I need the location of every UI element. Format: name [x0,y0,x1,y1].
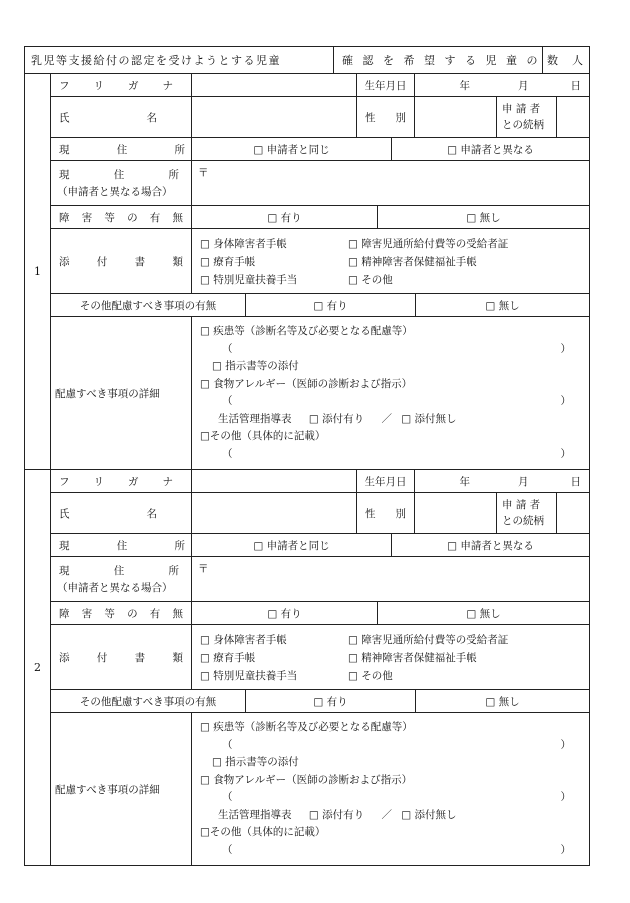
attach-yes-checkbox[interactable]: □ 添付有り [308,808,365,821]
label-char: 添 [59,255,70,268]
other-consider-label: その他配慮すべき事項の有無 [51,294,246,316]
gender-label [357,97,415,137]
header-title: 乳児等支援給付の認定を受けようとする児童 [25,47,334,73]
allergy-detail-input[interactable]: （ ） [222,395,571,407]
other-checkbox[interactable]: □その他（具体的に記載） [200,430,326,442]
address-alt-label: 現 住 所 （申請者と異なる場合） [51,161,192,205]
attached-doc-checkbox[interactable]: □ 障害児通所給付費等の受給者証 [348,237,509,250]
label-char: 性 [365,111,376,124]
postal-mark: 〒 [198,167,209,179]
disability-yes-checkbox[interactable]: □ 有り [192,602,378,624]
name-input[interactable] [192,97,357,137]
name-label [51,493,192,533]
name-label [51,97,192,137]
label-char: 等 [104,607,115,620]
name-input[interactable] [192,493,357,533]
relation-input[interactable] [557,97,589,137]
label-char: 現 [59,169,70,181]
label-char: 氏 [59,507,70,520]
attached-doc-checkbox[interactable]: □ その他 [348,669,393,682]
label-char: 性 [365,507,376,520]
count-unit: 人 [572,54,583,67]
other-consider-yes-checkbox[interactable]: □ 有り [246,690,416,712]
label-char: ナ [162,475,173,488]
label-char: 付 [96,651,108,664]
label-char: 名 [146,507,157,520]
child-number: 1 [25,74,51,469]
child-count-field[interactable] [543,47,589,73]
detail-section [192,317,589,469]
label-char: ガ [128,79,139,92]
furigana-label [51,470,192,492]
label-char: リ [93,475,104,488]
label-char: 住 [113,169,125,181]
label-char: 住 [116,143,128,156]
disability-label [51,206,192,228]
birth-date-input[interactable]: 年 月 日 [459,475,581,488]
gender-label [357,493,415,533]
allergy-checkbox[interactable]: □ 食物アレルギー（医師の診断および指示） [200,377,413,390]
attached-doc-checkbox[interactable]: □ 特別児童扶養手当 [200,669,298,682]
label-char: 現 [59,565,70,577]
allergy-checkbox[interactable]: □ 食物アレルギー（医師の診断および指示） [200,773,413,786]
life-management-row: 生活管理指導表 □ 添付有り ／ □ 添付無し [218,412,457,425]
label-char: 障 [59,211,70,224]
label-char: 等 [104,211,115,224]
other-checkbox[interactable]: □その他（具体的に記載） [200,826,326,838]
application-form [24,46,590,866]
attached-doc-checkbox[interactable]: □ 療育手帳 [200,255,256,268]
label-char: 所 [174,143,185,156]
instructions-checkbox[interactable]: □ 指示書等の添付 [212,360,299,372]
other-consider-no-checkbox[interactable]: □ 無し [485,299,520,312]
other-consider-yes-checkbox[interactable]: □ 有り [246,294,416,316]
furigana-input[interactable] [192,74,357,96]
gender-input[interactable] [415,97,497,137]
label-char: の [127,211,138,224]
address-alt-input[interactable] [192,161,589,205]
label-char: 名 [146,111,157,124]
address-alt-label: 現 住 所 （申請者と異なる場合） [51,557,192,601]
furigana-label [51,74,192,96]
attached-doc-checkbox[interactable]: □ 身体障害者手帳 [200,633,287,646]
label-char: 氏 [59,111,70,124]
attached-doc-checkbox[interactable]: □ 身体障害者手帳 [200,237,287,250]
label-char: ナ [162,79,173,92]
disability-no-checkbox[interactable]: □ 無し [466,211,501,224]
detail-label: 配慮すべき事項の詳細 [51,317,192,469]
address-alt-input[interactable] [192,557,589,601]
postal-mark: 〒 [198,563,209,575]
attached-doc-checkbox[interactable]: □ 障害児通所給付費等の受給者証 [348,633,509,646]
same-as-applicant-checkbox[interactable]: □ 申請者と同じ [192,534,392,556]
label-char: 現 [59,143,70,156]
attached-doc-checkbox[interactable]: □ その他 [348,273,393,286]
life-management-row: 生活管理指導表 □ 添付有り ／ □ 添付無し [218,808,457,821]
label-char: 害 [81,211,93,224]
different-from-applicant-checkbox[interactable]: □ 申請者と異なる [447,539,534,552]
allergy-detail-input[interactable]: （ ） [222,791,571,803]
child-block [24,470,590,866]
other-detail-input[interactable]: （ ） [222,447,571,460]
attached-doc-checkbox[interactable]: □ 特別児童扶養手当 [200,273,298,286]
label-char: の [127,607,138,620]
attached-doc-checkbox[interactable]: □ 精神障害者保健福祉手帳 [348,255,477,268]
label-char: 障 [59,607,70,620]
different-from-applicant-checkbox[interactable]: □ 申請者と異なる [447,143,534,156]
attach-no-checkbox[interactable]: □ 添付無し [401,808,457,821]
label-char: 別 [395,507,406,520]
attached-docs-label [51,229,192,293]
address-label [51,138,192,160]
child-block [24,74,590,470]
label-char: フ [59,475,70,488]
child-number: 2 [25,470,51,865]
illness-detail-input[interactable]: （ ） [222,342,571,355]
attached-docs-options [192,229,589,293]
label-char: 添 [59,651,70,664]
label-char: 所 [174,539,185,552]
other-detail-input[interactable]: （ ） [222,843,571,856]
label-char: 無 [172,211,183,224]
attached-doc-checkbox[interactable]: □ 精神障害者保健福祉手帳 [348,651,477,664]
instructions-checkbox[interactable]: □ 指示書等の添付 [212,756,299,768]
label-char: フ [59,79,70,92]
gender-input[interactable] [415,493,497,533]
label-char: リ [93,79,104,92]
label-char: 付 [96,255,108,268]
label-char: 現 [59,539,70,552]
relation-label: 申 請 者 との続柄 [497,493,557,533]
attached-doc-checkbox[interactable]: □ 療育手帳 [200,651,256,664]
address-label [51,534,192,556]
attach-yes-checkbox[interactable]: □ 添付有り [308,412,365,425]
relation-input[interactable] [557,493,589,533]
label-char: 有 [149,211,161,224]
label-char: 類 [172,651,183,664]
same-as-applicant-checkbox[interactable]: □ 申請者と同じ [192,138,392,160]
label-char: 住 [113,565,125,577]
label-char: 無 [172,607,183,620]
detail-label: 配慮すべき事項の詳細 [51,713,192,865]
attached-docs-options [192,625,589,689]
birth-label: 生年月日 [357,74,415,96]
label-char: ガ [128,475,139,488]
label-char: 別 [395,111,406,124]
relation-label: 申 請 者 との続柄 [497,97,557,137]
label-char: 書 [134,651,146,664]
label-char: 類 [172,255,183,268]
label-char: 書 [134,255,146,268]
label-char: 所 [168,169,179,181]
disability-label [51,602,192,624]
furigana-input[interactable] [192,470,357,492]
disability-no-checkbox[interactable]: □ 無し [466,607,501,620]
attach-no-checkbox[interactable]: □ 添付無し [401,412,457,425]
label-char: 所 [168,565,179,577]
birth-date-input[interactable]: 年 月 日 [459,79,581,92]
birth-label: 生年月日 [357,470,415,492]
illness-checkbox[interactable]: □ 疾患等（診断名等及び必要となる配慮等） [200,325,413,337]
label-char: 有 [149,607,161,620]
other-consider-label: その他配慮すべき事項の有無 [51,690,246,712]
label-char: 害 [81,607,93,620]
other-consider-no-checkbox[interactable]: □ 無し [485,695,520,708]
detail-section [192,713,589,865]
label-char: 住 [116,539,128,552]
header-count-label: 確 認 を 希 望 す る 児 童 の 数 [334,47,543,73]
attached-docs-label [51,625,192,689]
disability-yes-checkbox[interactable]: □ 有り [192,206,378,228]
illness-detail-input[interactable]: （ ） [222,738,571,751]
form-header [24,46,590,74]
illness-checkbox[interactable]: □ 疾患等（診断名等及び必要となる配慮等） [200,721,413,733]
